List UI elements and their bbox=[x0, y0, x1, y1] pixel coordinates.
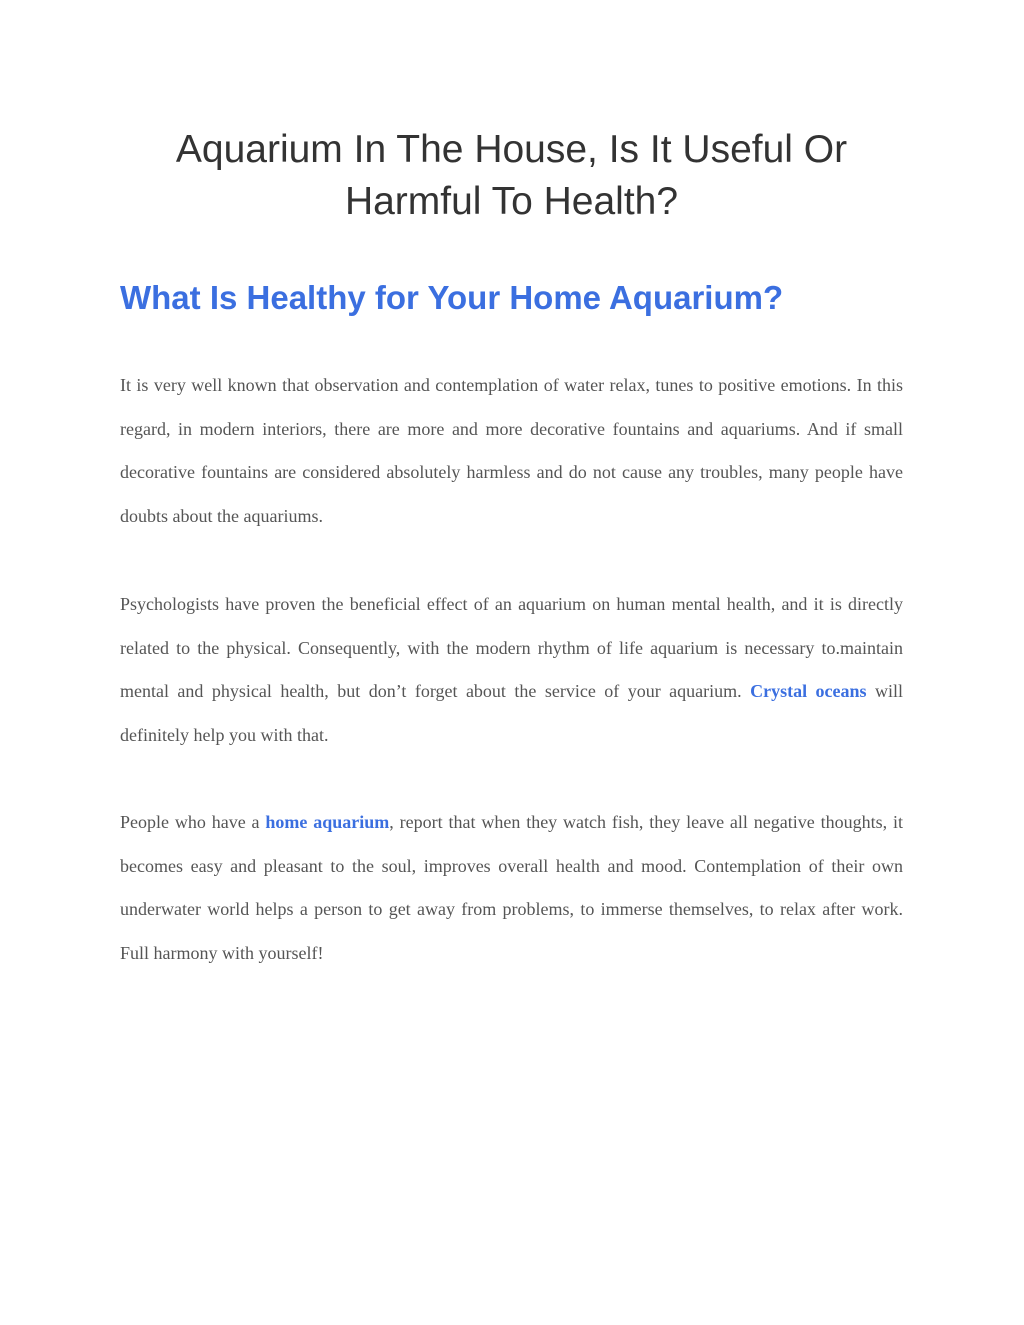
crystal-oceans-link[interactable]: Crystal oceans bbox=[750, 681, 867, 701]
paragraph-text: , report that when they watch fish, they leave all negative thoughts, it becomes easy and pleasant to the soul, improves overall health and mood. Contemplation of their own underwater world helps a person to get away from problems, to immerse themselves, to relax after work. Full harmony with yourself! bbox=[120, 812, 903, 963]
paragraph-psychologists bbox=[120, 583, 903, 757]
home-aquarium-link[interactable]: home aquarium bbox=[265, 812, 390, 832]
paragraph-text: Psychologists have proven the beneficial effect of an aquarium on human mental health, and it is directly related to the physical. Consequently, with the modern rhythm of life aquarium is necessary to.maintain mental and physical health, but don’t forget about the service of your aquarium. bbox=[120, 594, 903, 701]
paragraph-text: People who have a bbox=[120, 812, 266, 832]
page-title: Aquarium In The House, Is It Useful Or Harmful To Health? bbox=[175, 128, 848, 223]
paragraph-home-aquarium bbox=[120, 801, 903, 975]
paragraph-intro: It is very well known that observation and contemplation of water relax, tunes to positive emotions. In this regard, in modern interiors, there are more and more decorative fountains and aquariums. And if small decorative fountains are considered absolutely harmless and do not cause any troubles, many people have doubts about the aquariums. bbox=[120, 375, 903, 526]
section-heading: What Is Healthy for Your Home Aquarium? bbox=[120, 279, 784, 316]
paragraph-text: will definitely help you with that. bbox=[120, 681, 904, 745]
